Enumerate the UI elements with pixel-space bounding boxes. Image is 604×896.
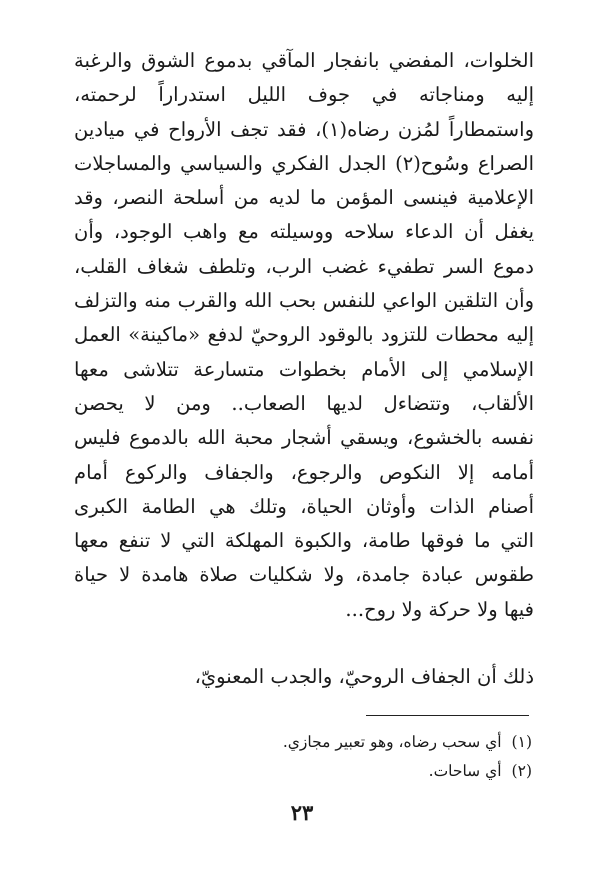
footnote-2 (200, 757, 532, 786)
text-line-10: الإسلامي إلى الأمام بخطوات متسارعة تتلاشى معها (74, 357, 534, 381)
text-line-12: نفسه بالخشوع، ويسقي أشجار محبة الله بالدموع فليس (74, 426, 534, 450)
text-line-6: يغفل أن الدعاء سلاحه ووسيلته مع واهب الوجود، وأن (74, 220, 534, 244)
page-number: ٢٣ (290, 800, 314, 825)
second-paragraph (74, 660, 534, 694)
text-line-17: فيها ولا حركة ولا روح... (345, 597, 534, 621)
text-line-2: إليه ومناجاته في جوف الليل استدراراً لرحمته، (74, 83, 534, 107)
text-line-7: دموع السر تطفيء غضب الرب، وتلطف شغاف القلب، (74, 254, 534, 278)
footnote-divider (366, 715, 529, 716)
text-line-5: الإعلامية فينسى المؤمن ما لديه من أسلحة النصر، وقد (74, 186, 534, 210)
footnote-text: أي ساحات. (428, 762, 502, 780)
text-line-3: واستمطاراً لمُزن رضاه(١)، فقد تجف الأرواح في ميادين (74, 117, 534, 141)
text-line-11: الألقاب، وتتضاءل لديها الصعاب.. ومن لا يحصن (74, 391, 534, 415)
text-line-16: طقوس عبادة جامدة، ولا شكليات صلاة هامدة لا حياة (74, 563, 534, 587)
footnote-marker: (٢) (511, 762, 532, 780)
footnote-marker: (١) (511, 733, 532, 751)
footnotes (200, 728, 532, 786)
text-line-15: التي ما فوقها طامة، والكبوة المهلكة التي لا تنفع معها (74, 529, 534, 553)
footnote-1 (200, 728, 532, 757)
text-line-8: وأن التلقين الواعي للنفس بحب الله والقرب منه والتزلف (74, 289, 534, 313)
text-line-4: الصراع وسُوح(٢) الجدل الفكري والسياسي والمساجلات (74, 151, 534, 175)
footnote-text: أي سحب رضاه، وهو تعبير مجازي. (282, 733, 502, 751)
text-line-13: أمامه إلا النكوص والرجوع، والجفاف والركوع أمام (74, 460, 534, 484)
text-line-14: أصنام الذات وأوثان الحياة، وتلك هي الطامة الكبرى (74, 494, 534, 518)
text-line-9: إليه محطات للتزود بالوقود الروحيّ لدفع «ماكينة» العمل (74, 323, 534, 347)
second-paragraph-line: ذلك أن الجفاف الروحيّ، والجدب المعنويّ، (194, 665, 534, 688)
main-paragraph (74, 44, 534, 627)
text-line-1: الخلوات، المفضي بانفجار المآقي بدموع الشوق والرغبة (74, 49, 534, 72)
